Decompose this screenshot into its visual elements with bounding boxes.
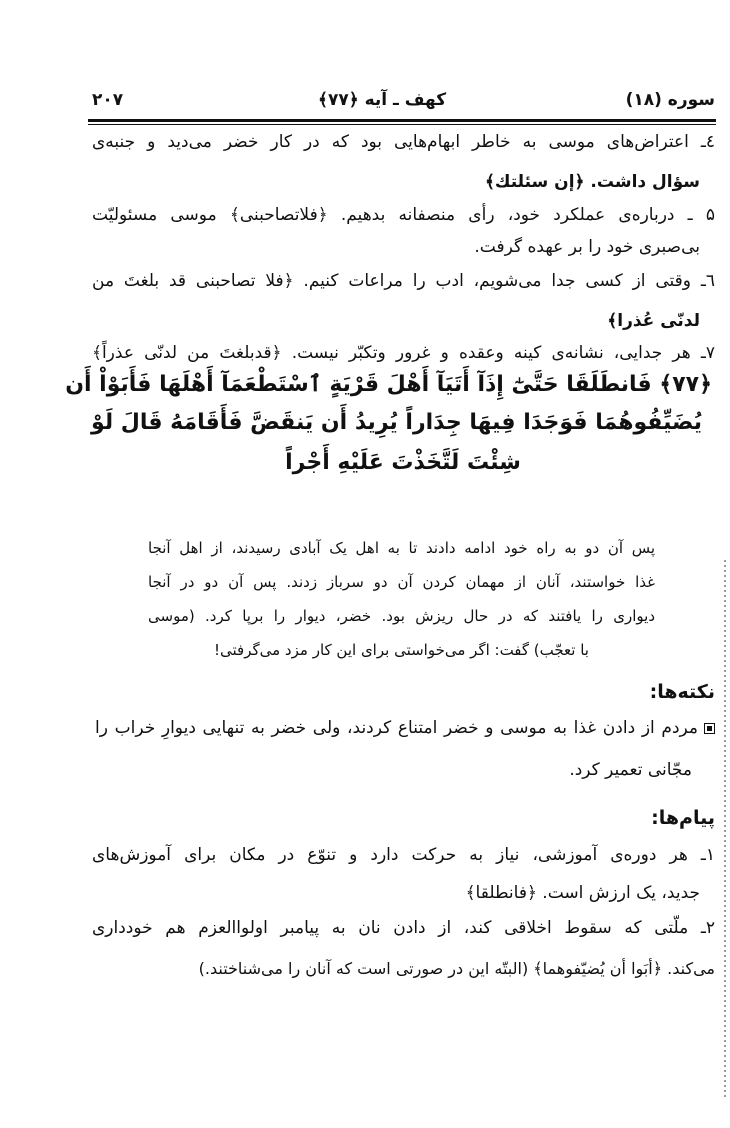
notes-heading: نکته‌ها: (649, 681, 715, 703)
scan-edge-artifact (724, 560, 726, 1100)
message-2-line1: ۲ـ ملّتی که سقوط اخلاقی کند، از دادن نان به پیامبر اولواالعزم هم خودداری (92, 918, 715, 938)
message-2-line2: می‌کند. ﴿أبَوا أن یُضیّفوهما﴾ (البتّه این در صورتی است که آنان را می‌شناختند.) (198, 959, 715, 978)
messages-heading: پیام‌ها: (651, 807, 715, 829)
verse-line-2: يُضَيِّفُوهُمَا فَوَجَدَا فِيهَا جِدَاراً يُرِيدُ أَن يَنقَضَّ فَأَقَامَهُ قَالَ لَوْ (91, 410, 702, 435)
item-6-line1: ٦ـ وقتی از کسی جدا می‌شویم، ادب را مراعات کنیم. ﴿فلا تصاحبنی قد بلغتَ من (92, 271, 715, 291)
notes-line-1 (95, 716, 715, 740)
header-rule-thin (88, 124, 716, 125)
item-5-line2: بی‌صبری خود را بر عهده گرفت. (474, 237, 700, 257)
item-6-line2: لدنّی عُذرا﴾ (607, 311, 700, 331)
message-1-line1: ۱ـ هر دوره‌ی آموزشی، نیاز به حرکت دارد و تنوّع در مکان برای آموزش‌های (92, 845, 715, 865)
page-number: ۲۰۷ (92, 90, 124, 110)
translation-line-3: دیواری را یافتند که در حال ریزش بود. خضر، دیوار را برپا کرد. (موسی (148, 607, 655, 625)
square-bullet-icon (704, 723, 715, 734)
item-5-line1: ۵ ـ درباره‌ی عملکرد خود، رأی منصفانه بدهیم. ﴿فلاتصاحبنی﴾ موسی مسئولیّت (92, 205, 715, 225)
notes-text-1: مردم از دادن غذا به موسی و خضر امتناع کردند، ولی خضر به تنهایی دیوارِ خراب را (95, 718, 698, 738)
item-4-line1: ٤ـ اعتراض‌های موسی به خاطر ابهام‌هایی بود که در کار خضر می‌دید و جنبه‌ی (92, 132, 715, 152)
message-1-line2: جدید، یک ارزش است. ﴿فانطلقا﴾ (465, 883, 700, 903)
surah-label: سوره (۱۸) (625, 90, 715, 110)
translation-line-4: با تعجّب) گفت: اگر می‌خواستی برای این کار مزد می‌گرفتی! (214, 641, 589, 659)
verse-line-1: ﴿۷۷﴾ فَانطَلَقَا حَتَّىٰٓ إِذَآ أَتَيَآ أَهْلَ قَرْيَةٍ ٱسْتَطْعَمَآ أَهْلَهَا فَأَبَوْاْ أَن (65, 372, 712, 397)
translation-line-2: غذا خواستند، آنان از مهمان کردن آن دو سرباز زدند. پس آن دو در آنجا (148, 573, 655, 591)
verse-line-3: شِئْتَ لَتَّخَذْتَ عَلَيْهِ أَجْراً (285, 450, 521, 475)
notes-line-2: مجّانی تعمیر کرد. (569, 760, 692, 780)
item-4-line2: سؤال داشت. ﴿إن سئلتك﴾ (484, 172, 700, 192)
header-rule (88, 119, 716, 122)
translation-line-1: پس آن دو به راه خود ادامه دادند تا به اهل یک آبادی رسیدند، از اهل آنجا (148, 539, 655, 557)
running-title: کهف ـ آیه ﴿۷۷﴾ (318, 90, 447, 110)
item-7-line1: ٧ـ هر جدایی، نشانه‌ی کینه وعقده و غرور وتکبّر نیست. ﴿قدبلغتَ من لدنّی عذراً﴾ (92, 343, 715, 363)
